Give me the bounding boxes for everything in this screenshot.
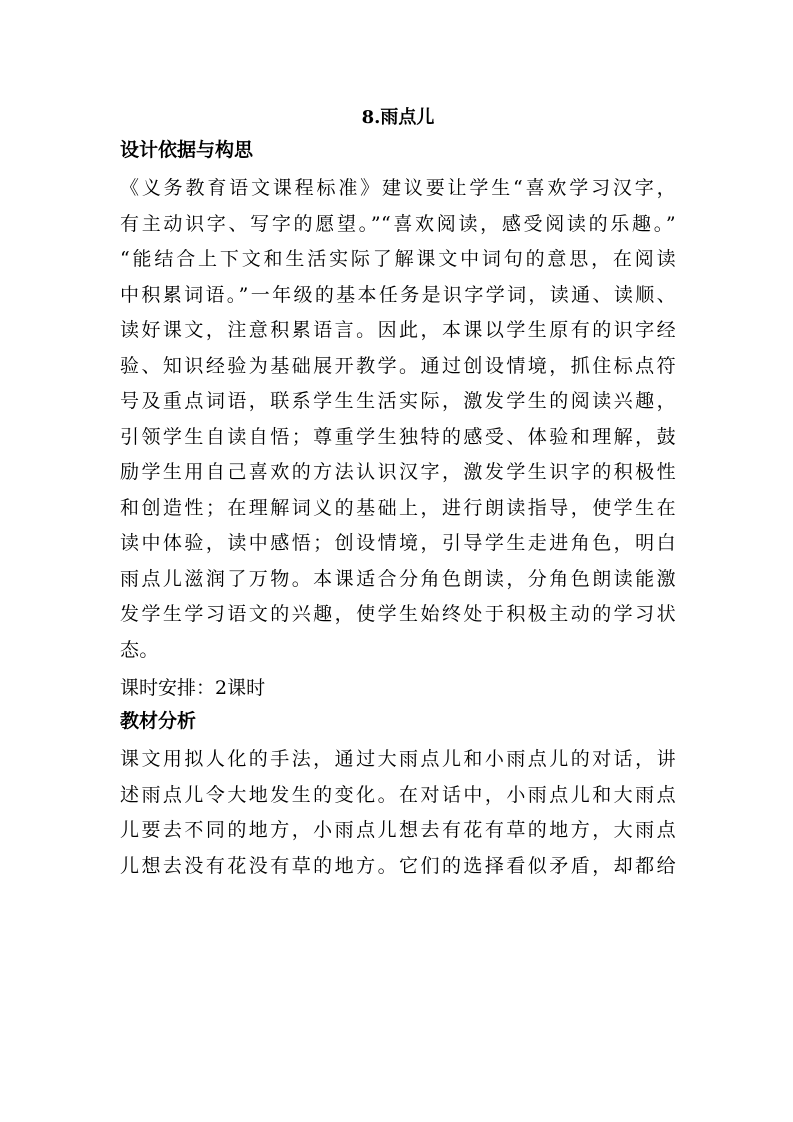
paragraph-line: 读好课文，注意积累语言。因此，本课以学生原有的识字经 xyxy=(120,319,676,341)
paragraph-design xyxy=(120,171,676,668)
paragraph-line: 雨点儿滋润了万物。本课适合分角色朗读，分角色朗读能激 xyxy=(120,567,676,590)
paragraph-line: 课文用拟人化的手法，通过大雨点儿和小雨点儿的对话，讲 xyxy=(120,748,676,770)
paragraph-line: 验、知识经验为基础展开教学。通过创设情境，抓住标点符 xyxy=(120,354,676,377)
paragraph-line: 读中体验，读中感悟；创设情境，引导学生走进角色，明白 xyxy=(120,532,676,554)
paragraph-line: “能结合上下文和生活实际了解课文中词句的意思，在阅读 xyxy=(120,248,676,270)
schedule-text: 课时安排：2课时 xyxy=(120,677,266,699)
section-heading-design: 设计依据与构思 xyxy=(120,139,254,161)
paragraph-line: 中积累词语。”一年级的基本任务是识字学词，读通、读顺、 xyxy=(120,283,676,306)
paragraph-analysis xyxy=(120,742,676,884)
paragraph-line: 《义务教育语文课程标准》建议要让学生“喜欢学习汉字， xyxy=(120,177,676,199)
paragraph-line: 态。 xyxy=(120,638,159,661)
paragraph-line: 和创造性；在理解词义的基础上，进行朗读指导，使学生在 xyxy=(120,496,676,519)
paragraph-line: 述雨点儿令大地发生的变化。在对话中，小雨点儿和大雨点 xyxy=(120,783,676,806)
paragraph-line: 儿要去不同的地方，小雨点儿想去有花有草的地方，大雨点 xyxy=(120,819,676,841)
paragraph-line: 有主动识字、写字的愿望。”“喜欢阅读，感受阅读的乐趣。” xyxy=(120,212,676,235)
paragraph-line: 发学生学习语文的兴趣，使学生始终处于积极主动的学习状 xyxy=(120,603,676,625)
paragraph-line: 励学生用自己喜欢的方法认识汉字，激发学生识字的积极性 xyxy=(120,461,676,483)
page-title: 8.雨点儿 xyxy=(361,107,435,128)
paragraph-line: 儿想去没有花没有草的地方。它们的选择看似矛盾，却都给 xyxy=(120,854,676,877)
paragraph-line: 引领学生自读自悟；尊重学生独特的感受、体验和理解，鼓 xyxy=(120,425,676,448)
paragraph-line: 号及重点词语，联系学生生活实际，激发学生的阅读兴趣， xyxy=(120,390,676,412)
document-content xyxy=(120,102,676,884)
section-heading-analysis: 教材分析 xyxy=(120,710,197,732)
